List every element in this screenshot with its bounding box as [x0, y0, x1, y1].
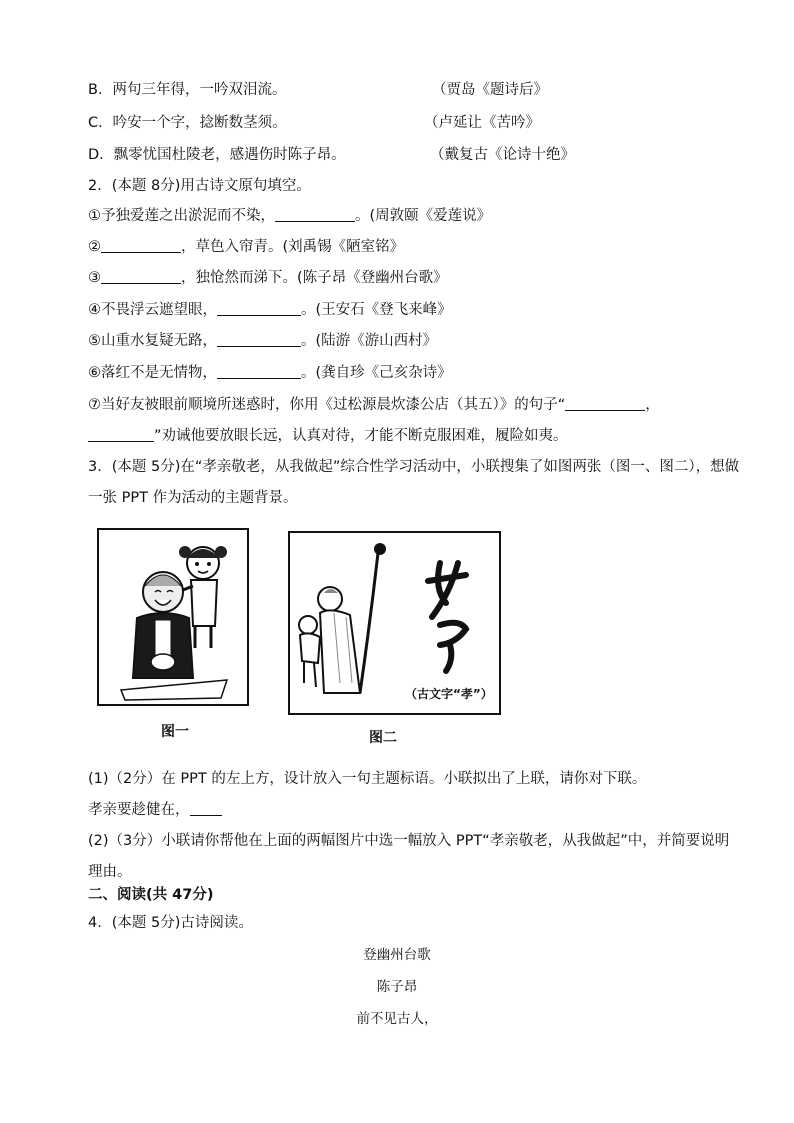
q2-item-5-pre: ⑤山重水复疑无路， — [88, 333, 217, 349]
answer-blank[interactable] — [101, 238, 181, 253]
option-b: B．两句三年得，一吟双泪流。 — [88, 82, 287, 98]
q3-couplet-line — [88, 800, 222, 820]
q2-item-6-pre: ⑥落红不是无情物， — [88, 365, 217, 381]
q2-item-4-pre: ④不畏浮云遮望眼， — [88, 302, 217, 318]
q2-item-3-pre: ③ — [88, 270, 101, 286]
q3-sub-1: (1)（2分）在 PPT 的左上方，设计放入一句主题标语。小联拟出了上联，请你对下联。 — [88, 771, 647, 787]
answer-blank[interactable] — [217, 364, 301, 379]
q3-couplet-upper: 孝亲要趁健在， — [88, 802, 190, 818]
q2-item-1 — [88, 206, 491, 226]
option-c-source: （卢延让《苦吟》 — [424, 115, 540, 131]
q2-title: 2．(本题 8分)用古诗文原句填空。 — [88, 178, 311, 194]
q2-item-7-line-1 — [88, 395, 660, 415]
q2-item-1-pre: ①予独爱莲之出淤泥而不染， — [88, 208, 275, 224]
q2-item-5-post: 。(陆游《游山西村》 — [301, 333, 438, 349]
option-d: D．飘零忧国杜陵老，感遇伤时陈子昂。 — [88, 147, 346, 163]
option-c: C．吟安一个字，捻断数茎须。 — [88, 115, 287, 131]
q2-item-6 — [88, 363, 452, 383]
poem-author: 陈子昂 — [376, 979, 418, 995]
poem-title: 登幽州台歌 — [363, 947, 431, 963]
option-d-source: （戴复古《论诗十绝》 — [430, 147, 575, 163]
q2-item-4 — [88, 300, 452, 320]
q3-line-2: 一张 PPT 作为活动的主题背景。 — [88, 490, 298, 506]
figure-one-image — [97, 528, 249, 706]
elder-with-child-illustration — [290, 533, 499, 713]
q2-item-1-post: 。(周敦颐《爱莲说》 — [355, 208, 492, 224]
option-b-source: （贾岛《题诗后》 — [432, 82, 548, 98]
section-two-title: 二、阅读(共 47分) — [88, 887, 214, 903]
q2-item-7-comma: ， — [645, 397, 660, 413]
answer-blank[interactable] — [565, 396, 645, 411]
q2-item-2-post: ，草色入帘青。(刘禹锡《陋室铭》 — [181, 239, 405, 255]
q3-sub-2-line-2: 理由。 — [88, 864, 132, 880]
figure-one-caption: 图一 — [161, 724, 189, 740]
q2-item-6-post: 。(龚自珍《己亥杂诗》 — [301, 365, 452, 381]
answer-blank[interactable] — [275, 207, 355, 222]
q2-item-7-text: ⑦当好友被眼前顺境所迷惑时，你用《过松源晨炊漆公店（其五）》的句子“ — [88, 397, 566, 413]
figure-two-caption: 图二 — [369, 730, 397, 746]
q2-item-2-pre: ② — [88, 239, 101, 255]
q2-item-7-line-2 — [88, 426, 568, 446]
ancient-xiao-glyph-icon — [428, 563, 466, 671]
answer-blank[interactable] — [217, 332, 301, 347]
q4-title: 4．(本题 5分)古诗阅读。 — [88, 915, 253, 931]
q3-sub-2-line-1: (2)（3分）小联请你帮他在上面的两幅图片中选一幅放入 PPT“孝亲敬老，从我做起”中，并简要说明 — [88, 833, 730, 849]
q2-item-7-tail: ”劝诫他要放眼长远，认真对待，才能不断克服困难，履险如夷。 — [154, 428, 568, 444]
poem-line-1: 前不见古人， — [356, 1011, 438, 1027]
q2-item-3 — [88, 268, 448, 288]
figure-two-label: （古文字“孝”） — [405, 687, 493, 701]
answer-blank[interactable] — [88, 427, 154, 442]
q2-item-2 — [88, 237, 404, 257]
answer-blank[interactable] — [217, 301, 301, 316]
answer-blank[interactable] — [190, 801, 222, 816]
grandparent-and-child-illustration — [99, 530, 247, 704]
q2-item-5 — [88, 331, 437, 351]
q3-line-1: 3．(本题 5分)在“孝亲敬老，从我做起”综合性学习活动中，小联搜集了如图两张（图一、图二），想做 — [88, 459, 740, 475]
q2-item-3-post: ，独怆然而涕下。(陈子昂《登幽州台歌》 — [181, 270, 448, 286]
answer-blank[interactable] — [101, 269, 181, 284]
figure-two-image — [288, 531, 501, 715]
q2-item-4-post: 。(王安石《登飞来峰》 — [301, 302, 452, 318]
